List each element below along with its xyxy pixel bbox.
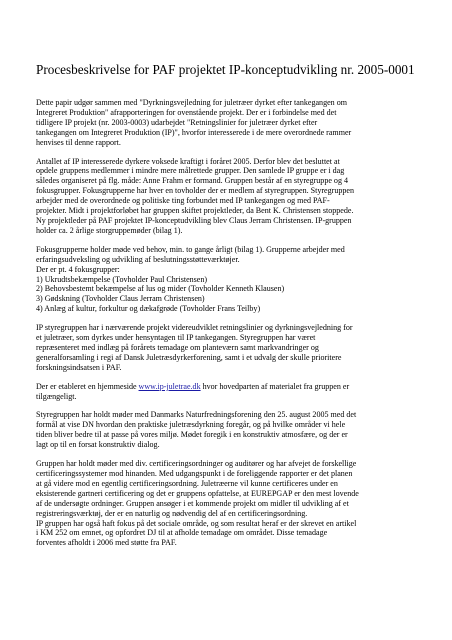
- text-line: erfaringsudveksling og udvikling af beslutningsstøtteværktøjer.: [36, 254, 240, 264]
- text-line: generalforsamling i regi af Dansk Juletræsdyrkerforening, samt i et udvalg der skulle prioritere: [36, 352, 342, 362]
- text-line: fokusgrupper. Fokusgrupperne har hver en tovholder der er medlem af styregruppen. Styregruppen: [36, 186, 354, 196]
- text-line: forskningsindsatsen i PAF.: [36, 362, 122, 372]
- text-line: et juletræer, som dyrkes under hensyntagen til IP tankegangen. Styregruppen har været: [36, 333, 316, 343]
- text-line: at gå videre mod en egentlig certificeringsordning. Juletræerne vil kunne certificeres under en: [36, 478, 338, 488]
- text-line: [36, 382, 414, 392]
- link-prefix: Der er etableret en hjemmeside: [36, 381, 139, 391]
- paragraph: [36, 382, 414, 402]
- text-line: 3) Gødskning (Tovholder Claus Jerram Christensen): [36, 294, 205, 304]
- text-line: 1) Ukrudtsbekæmpelse (Tovholder Paul Christensen): [36, 274, 208, 284]
- text-line: Fokusgrupperne holder møde ved behov, min. to gange årligt (bilag 1). Grupperne arbejder med: [36, 244, 345, 254]
- document-title: Procesbeskrivelse for PAF projektet IP-konceptudvikling nr. 2005-0001: [36, 62, 415, 77]
- link-suffix: hvor hovedparten af materialet fra gruppen er: [200, 381, 350, 391]
- paragraph: [36, 459, 414, 548]
- text-line: i KM 252 om emnet, og opfordret DJ til at afholde temadage om området. Disse temadage: [36, 528, 328, 538]
- text-line: således organiseret på flg. måde: Anne Frahm er formand. Gruppen består af en styregruppe og 4: [36, 176, 349, 186]
- text-line: holder ca. 2 årlige storgruppemøder (bilag 1).: [36, 225, 183, 235]
- text-line: IP gruppen har også haft fokus på det sociale område, og som resultat heraf er der skrevet en artikel: [36, 518, 357, 528]
- text-line: Styregruppen har holdt møder med Danmarks Naturfredningsforening den 25. august 2005 med det: [36, 410, 357, 420]
- text-line: certificeringssystemer mod hinanden. Med udgangspunkt i de foreliggende rapporter er det planen: [36, 469, 353, 478]
- text-line: IP styregruppen har i nærværende projekt videreudviklet retningslinier og dyrkningsvejledning for: [36, 323, 353, 333]
- text-line: arbejder med de overordnede og politiske ting forbundet med IP tankegangen og med PAF-: [36, 196, 330, 206]
- text-line: Dette papir udgør sammen med "Dyrkningsvejledning for juletræer dyrket efter tankegangen om: [36, 98, 347, 107]
- paragraph: [36, 245, 414, 314]
- text-line: opdele gruppens medlemmer i mindre mere målrettede grupper. Den samlede IP gruppe er i dag: [36, 166, 345, 176]
- text-line: tiden bliver bedre til at passe på vores miljø. Mødet foregik i en konstruktiv atmosfære, og der er: [36, 430, 348, 440]
- text-line: tilgængeligt.: [36, 391, 77, 401]
- text-line: formål at vise DN hvordan den praktiske juletræsdyrkning foregår, og på hvilke områder vi hele: [36, 420, 346, 430]
- text-line: tidligere IP projekt (nr. 2003-0003) udarbejdet "Retningslinier for juletræer dyrket efter: [36, 117, 318, 127]
- text-line: Antallet af IP interesserede dyrkere voksede kraftigt i foråret 2005. Derfor blev det besluttet at: [36, 156, 340, 166]
- text-line: eksisterende gartneri certificering og det er gruppens opfattelse, at EUREPGAP er den mest lovende: [36, 488, 359, 498]
- text-line: Der er pt. 4 fokusgrupper:: [36, 264, 120, 274]
- paragraph: [36, 157, 414, 236]
- text-line: registreringsværktøj, der er en naturlig og nødvendig del af en certificeringsordning.: [36, 508, 308, 518]
- text-line: af de undersøgte ordninger. Gruppen ansøger i et kommende projekt om midler til udvikling af et: [36, 498, 349, 508]
- text-line: tankegangen om Integreret Produktion (IP)", hvorfor interesserede i de mere overordnede rammer: [36, 127, 352, 137]
- text-line: repræsenteret med indlæg på forårets temadage om planteværn samt markvandringer og: [36, 342, 319, 352]
- text-line: 4) Anlæg af kultur, forkultur og dækafgrøde (Tovholder Frans Teilby): [36, 304, 261, 314]
- text-line: forventes afholdt i 2006 med støtte fra PAF.: [36, 538, 177, 548]
- paragraph: [36, 323, 414, 373]
- text-line: Integreret Produktion" afrapporteringen for ovenstående projekt. Der er i forbindelse med det: [36, 107, 337, 117]
- text-line: henvises til denne rapport.: [36, 137, 121, 147]
- website-link[interactable]: www.ip-juletrae.dk: [138, 381, 201, 391]
- paragraph: [36, 410, 414, 450]
- paragraph: [36, 98, 414, 148]
- text-line: 2) Behovsbestemt bekæmpelse af lus og mider (Tovholder Kenneth Klausen): [36, 284, 285, 294]
- document-body: [36, 98, 414, 548]
- text-line: Gruppen har holdt møder med div. certificeringsordninger og auditører og har afvejet de forskellige: [36, 459, 357, 469]
- text-line: lagt op til en forsat konstruktiv dialog.: [36, 440, 160, 450]
- text-line: projekter. Midt i projektforløbet har gruppen skiftet projektleder, da Bent K. Christensen stoppede.: [36, 206, 354, 216]
- text-line: Ny projektleder på PAF projektet IP-konceptudvikling blev Claus Jerram Christensen. IP-gruppen: [36, 215, 352, 225]
